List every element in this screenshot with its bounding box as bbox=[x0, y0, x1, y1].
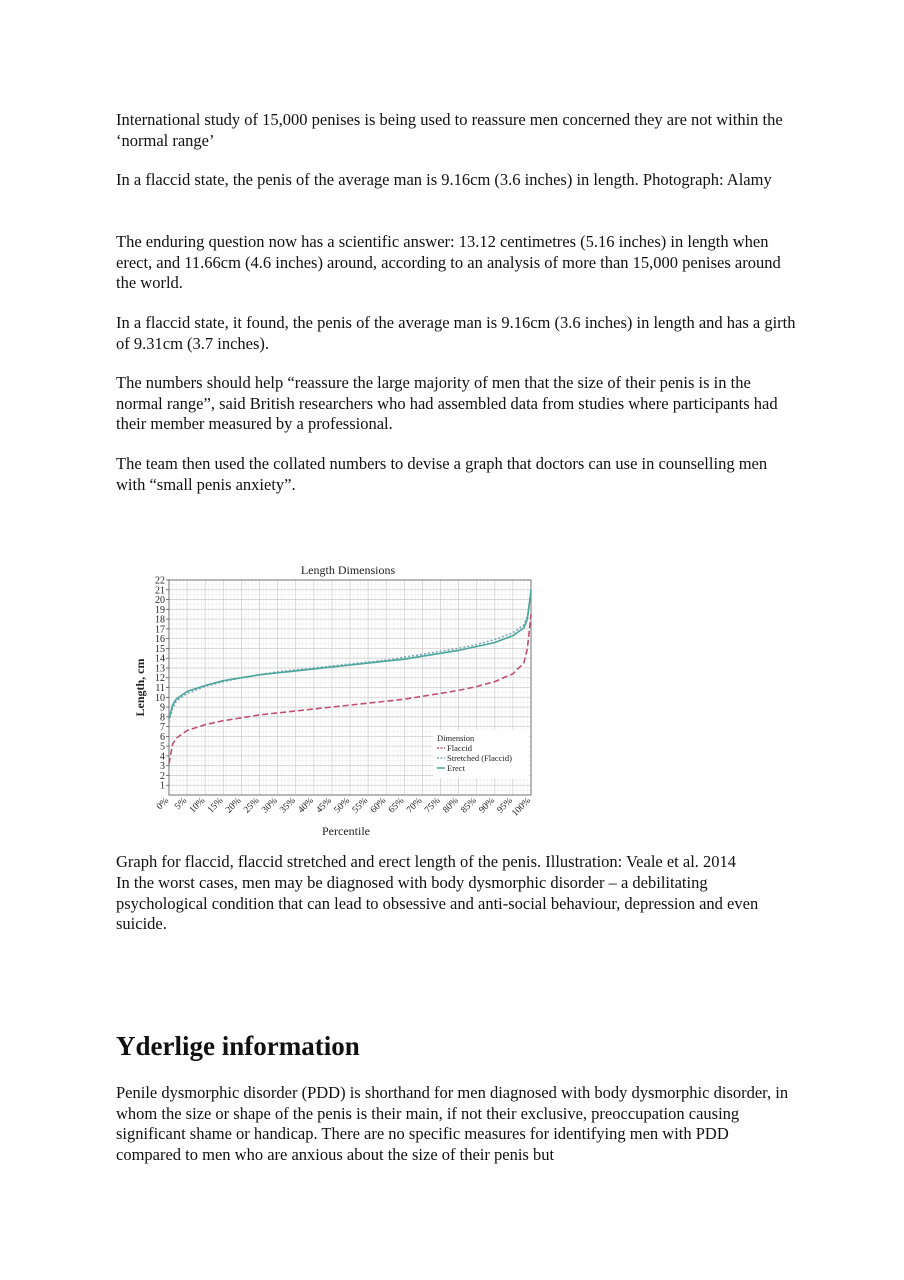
x-tick-label: 20% bbox=[224, 796, 244, 816]
x-tick-label: 75% bbox=[423, 796, 443, 816]
x-tick-label: 25% bbox=[242, 796, 262, 816]
legend-label: Erect bbox=[447, 763, 465, 773]
x-tick-label: 70% bbox=[405, 796, 425, 816]
x-tick-label: 35% bbox=[278, 796, 298, 816]
body-paragraph: In a flaccid state, it found, the penis of the average man is 9.16cm (3.6 inches) in length and has a girth of 9.31cm (3.7 inches). bbox=[116, 313, 796, 353]
x-tick-label: 10% bbox=[187, 796, 208, 816]
y-tick-label: 21 bbox=[155, 585, 165, 597]
y-tick-label: 9 bbox=[160, 702, 165, 714]
x-tick-label: 85% bbox=[459, 796, 479, 816]
y-tick-label: 20 bbox=[155, 595, 165, 607]
x-tick-label: 80% bbox=[441, 796, 461, 816]
x-tick-label: 95% bbox=[495, 796, 516, 816]
y-tick-label: 17 bbox=[155, 624, 165, 636]
y-tick-label: 4 bbox=[160, 751, 165, 763]
section-heading: Yderlige information bbox=[116, 1031, 360, 1061]
body-paragraph: The enduring question now has a scientific answer: 13.12 centimetres (5.16 inches) in length when erect, and 11.66cm (4.6 inches) around, according to an analysis of more than 15,000 penises around the world. bbox=[116, 232, 781, 293]
y-tick-label: 18 bbox=[155, 614, 165, 626]
x-tick-label: 55% bbox=[350, 796, 371, 816]
legend-label: Stretched (Flaccid) bbox=[447, 753, 512, 763]
body-paragraph: Penile dysmorphic disorder (PDD) is shorthand for men diagnosed with body dysmorphic disorder, in whom the size or shape of the penis is their main, if not their exclusive, preoccupation causing significant shame or handicap. There are no specific measures for identifying men with PDD compared to men who are anxious about the size of their penis but bbox=[116, 1083, 789, 1164]
y-tick-label: 3 bbox=[160, 761, 165, 773]
graph-caption: Graph for flaccid, flaccid stretched and erect length of the penis. Illustration: Veale et al. 2014 bbox=[116, 852, 737, 871]
x-tick-label: 50% bbox=[332, 796, 353, 816]
y-tick-label: 16 bbox=[155, 634, 165, 646]
y-tick-label: 11 bbox=[155, 683, 165, 694]
x-tick-label: 0% bbox=[155, 796, 172, 813]
y-tick-label: 5 bbox=[160, 741, 165, 753]
y-tick-label: 15 bbox=[155, 643, 165, 655]
x-tick-label: 100% bbox=[510, 796, 534, 819]
y-tick-label: 14 bbox=[155, 653, 165, 665]
y-tick-label: 13 bbox=[155, 663, 165, 675]
x-axis-label: Percentile bbox=[322, 824, 370, 838]
x-tick-label: 30% bbox=[260, 796, 280, 816]
body-paragraph: The numbers should help “reassure the large majority of men that the size of their penis is in the normal range”, said British researchers who had assembled data from studies where participants had their member measured by a professional. bbox=[116, 373, 778, 434]
x-tick-label: 40% bbox=[296, 796, 316, 816]
y-tick-label: 6 bbox=[160, 731, 165, 743]
x-tick-label: 60% bbox=[368, 796, 389, 816]
y-tick-label: 7 bbox=[160, 722, 165, 734]
x-tick-label: 45% bbox=[314, 796, 335, 816]
y-tick-label: 8 bbox=[160, 712, 165, 724]
x-tick-label: 90% bbox=[477, 796, 497, 816]
body-paragraph: The team then used the collated numbers to devise a graph that doctors can use in counselling men with “small penis anxiety”. bbox=[116, 454, 768, 494]
y-tick-label: 12 bbox=[155, 673, 165, 685]
body-paragraph: In the worst cases, men may be diagnosed with body dysmorphic disorder – a debilitating psychological condition that can lead to obsessive and anti-social behaviour, depression and even suicide. bbox=[116, 873, 759, 934]
legend-label: Flaccid bbox=[447, 743, 473, 753]
length-dimensions-chart bbox=[128, 560, 548, 845]
y-tick-label: 10 bbox=[155, 692, 165, 704]
chart-title: Length Dimensions bbox=[300, 563, 396, 577]
x-tick-label: 65% bbox=[387, 796, 407, 816]
legend-title: Dimension bbox=[437, 733, 475, 743]
x-tick-label: 5% bbox=[173, 796, 190, 813]
intro-paragraph: International study of 15,000 penises is being used to reassure men concerned they are not within the ‘normal range’ bbox=[116, 110, 783, 150]
y-tick-label: 19 bbox=[155, 604, 165, 616]
y-tick-label: 22 bbox=[155, 575, 165, 587]
y-tick-label: 2 bbox=[160, 770, 165, 782]
photo-caption: In a flaccid state, the penis of the average man is 9.16cm (3.6 inches) in length. Photograph: Alamy bbox=[116, 170, 772, 189]
x-tick-label: 15% bbox=[206, 796, 226, 816]
y-axis-label: Length, cm bbox=[133, 658, 147, 717]
y-tick-label: 1 bbox=[160, 780, 165, 792]
